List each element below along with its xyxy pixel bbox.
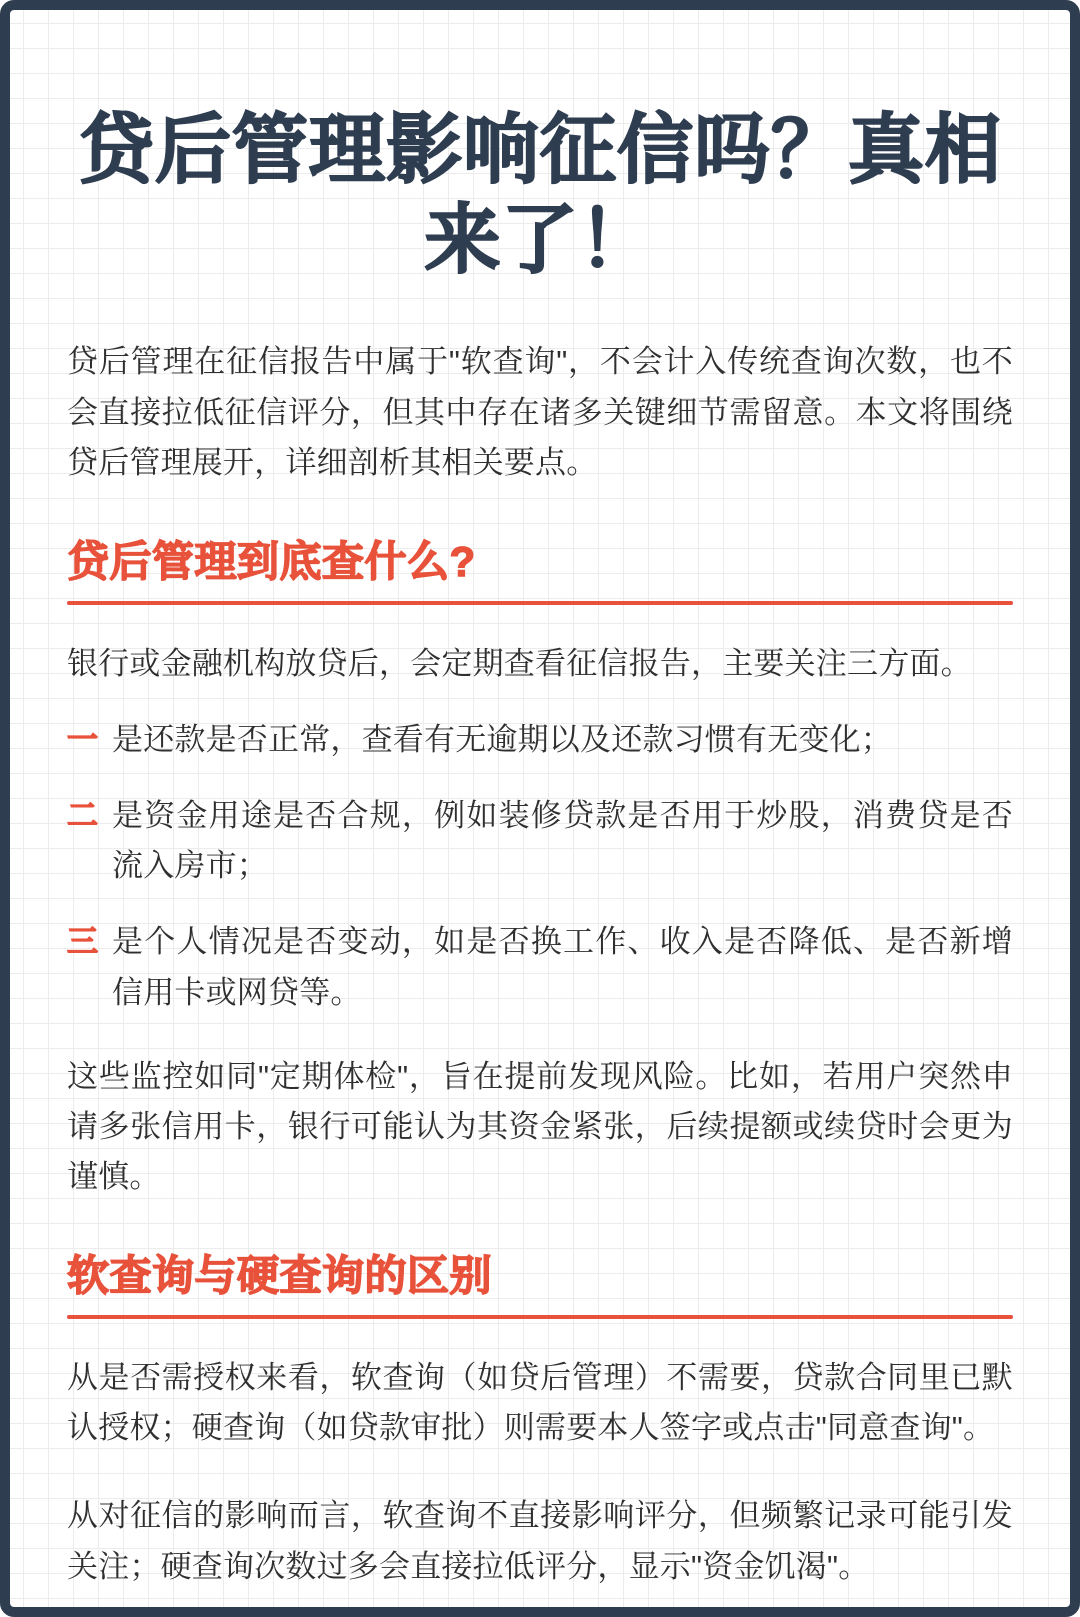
list-marker-one: 一 [67,721,98,757]
intro-paragraph: 贷后管理在征信报告中属于"软查询"，不会计入传统查询次数，也不会直接拉低征信评分，但其中存在诸多关键细节需留意。本文将围绕贷后管理展开，详细剖析其相关要点。 [67,344,1013,480]
page-title: 贷后管理影响征信吗？真相来了！ [78,108,1002,283]
poster-content [67,10,1013,1607]
section-heading: 贷后管理到底查什么? [67,538,476,585]
section-heading: 软查询与硬查询的区别 [67,1252,493,1300]
section-lead-paragraph: 银行或金融机构放贷后，会定期查看征信报告，主要关注三方面。 [67,645,972,681]
list-item-text: 是个人情况是否变动，如是否换工作、收入是否降低、是否新增信用卡或网贷等。 [112,924,1013,1010]
list-item [67,791,1013,891]
section-divider [67,601,1013,605]
list-item-text: 是资金用途是否合规，例如装修贷款是否用于炒股，消费贷是否流入房市； [112,797,1013,884]
list-marker-two: 二 [67,797,98,833]
list-item-text: 是还款是否正常，查看有无逾期以及还款习惯有无变化； [112,721,892,757]
numbered-list [67,715,1013,1018]
section-body [67,639,1013,1203]
section-loan-management-checks [67,536,1013,1202]
section-body [67,1353,1013,1592]
section-paragraph: 从是否需授权来看，软查询（如贷后管理）不需要，贷款合同里已默认授权；硬查询（如贷款审批）则需要本人签字或点击"同意查询"。 [67,1359,1013,1446]
list-item [67,715,1013,765]
list-item [67,917,1013,1017]
section-closing-paragraph: 这些监控如同"定期体检"，旨在提前发现风险。比如，若用户突然申请多张信用卡，银行可能认为其资金紧张，后续提额或续贷时会更为谨慎。 [67,1058,1013,1195]
section-paragraph: 从对征信的影响而言，软查询不直接影响评分，但频繁记录可能引发关注；硬查询次数过多会直接拉低评分，显示"资金饥渴"。 [67,1498,1013,1584]
list-marker-three: 三 [67,924,98,960]
section-soft-vs-hard-inquiry [67,1250,1013,1591]
section-divider [67,1315,1013,1319]
